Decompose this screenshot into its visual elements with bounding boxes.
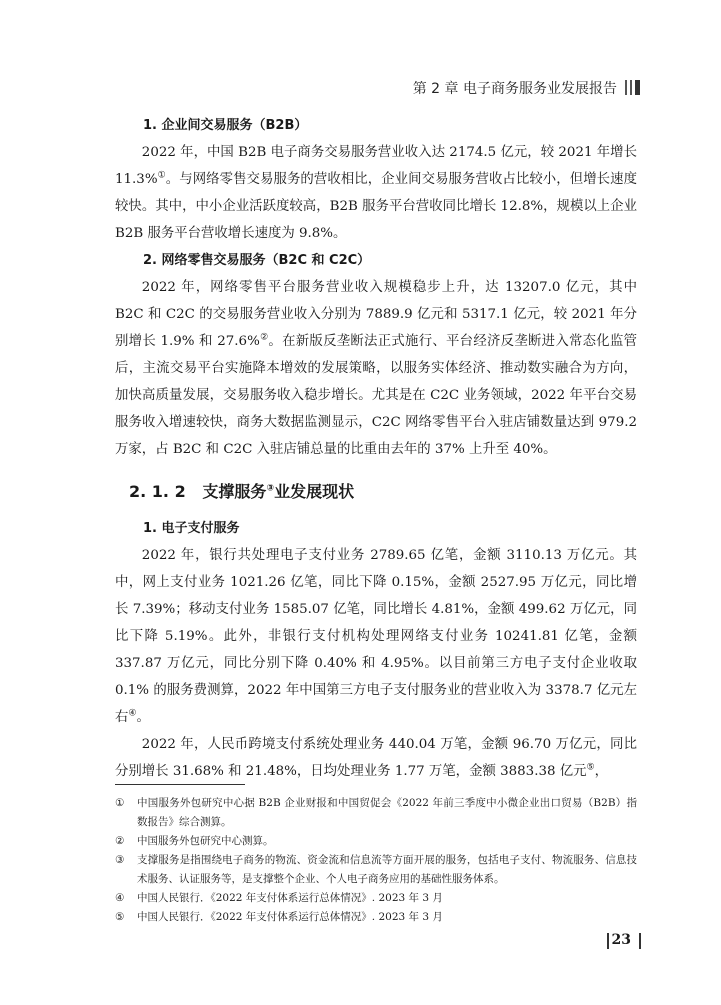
page-number-bar-left [607, 933, 609, 949]
chapter-header-title: 第 2 章 电子商务服务业发展报告 [412, 81, 617, 97]
footnote-item: ⑤ 中国人民银行．《2022 年支付体系运行总体情况》. 2023 年 3 月 [115, 911, 443, 923]
footnote-ref-5[interactable]: ⑤ [586, 762, 595, 773]
footnote-ref-3[interactable]: ③ [266, 483, 275, 494]
b2c-paragraph: 2022 年，网络零售平台服务营业收入规模稳步上升，达 13207.0 亿元，其中 B2C 和 C2C 的交易服务营业收入分别为 7889.9 亿元和 5317.1 亿元，较 2021 年分别增长 1.9% 和 27.6%②。在新版反垄断法正式施行、平台经济反垄断进入常态化监管后，主流交易平台实施降本增效的发展策略，以服务实体经济、推动数实融合为方向，加快高质量发展，交易服务收入稳步增长。尤其是在 C2C 业务领域，2022 年平台交易服务收入增速较快，商务大数据监测显示，C2C 网络零售平台入驻店铺数量达到 979.2 万家，占 B2C 和 C2C 入驻店铺总量的比重由去年的 37% 上升至 40%。 [115, 280, 638, 457]
footnote-item: ③ 支撑服务是指围绕电子商务的物流、资金流和信息流等方面开展的服务，包括电子支付、物流服务、信息技术服务、认证服务等，是支撑整个企业、个人电子商务应用的基础性服务体系。 [115, 854, 637, 885]
footnote-ref-2[interactable]: ② [259, 332, 269, 343]
payment-paragraph-2: 2022 年，人民币跨境支付系统处理业务 440.04 万笔，金额 96.70 万亿元，同比分别增长 31.68% 和 21.48%，日均处理业务 1.77 万笔，金额 3883.38 亿元⑤， [115, 737, 637, 779]
footnote-item: ④ 中国人民银行．《2022 年支付体系运行总体情况》. 2023 年 3 月 [115, 892, 443, 904]
b2c-heading: 2. 网络零售交易服务（B2C 和 C2C） [143, 253, 371, 268]
footnote-ref-4[interactable]: ④ [128, 708, 137, 719]
footnote-divider [115, 784, 245, 785]
section-number: 2. 1. 2 [129, 482, 186, 501]
b2b-heading: 1. 企业间交易服务（B2B） [143, 118, 308, 133]
running-header [0, 78, 721, 100]
b2b-paragraph: 2022 年，中国 B2B 电子商务交易服务营业收入达 2174.5 亿元，较 2021 年增长 11.3%①。与网络零售交易服务的营收相比，企业间交易服务营收占比较小，但增长速度较快。其中，中小企业活跃度较高，B2B 服务平台营收同比增长 12.8%，规模以上企业 B2B 服务平台营收增长速度为 9.8%。 [115, 145, 637, 241]
page-number-bar-right [639, 933, 641, 949]
payment-paragraph-1: 2022 年，银行共处理电子支付业务 2789.65 亿笔，金额 3110.13 万亿元。其中，网上支付业务 1021.26 亿笔，同比下降 0.15%，金额 2527.95 万亿元，同比增长 7.39%；移动支付业务 1585.07 亿笔，同比增长 4.81%，金额 499.62 万亿元，同比下降 5.19%。此外，非银行支付机构处理网络支付业务 10241.81 亿笔，金额 337.87 万亿元，同比分别下降 0.40% 和 4.95%。以目前第三方电子支付企业收取 0.1% 的服务费测算，2022 年中国第三方电子支付服务业的营业收入为 3378.7 亿元左右④。 [115, 548, 637, 725]
footnote-item: ② 中国服务外包研究中心测算。 [115, 835, 274, 847]
section-heading: 2. 1. 2 支撑服务③业发展现状 [129, 482, 355, 501]
payment-heading: 1. 电子支付服务 [143, 521, 240, 536]
footnote-ref-1[interactable]: ① [157, 170, 166, 181]
header-bars-decoration [625, 80, 641, 95]
footnote-item: ① 中国服务外包研究中心据 B2B 企业财报和中国贸促会《2022 年前三季度中小微企业出口贸易（B2B）指数报告》综合测算。 [115, 797, 637, 828]
body-content [115, 112, 637, 785]
page-number: 23 [611, 932, 631, 948]
footnotes [115, 794, 637, 927]
